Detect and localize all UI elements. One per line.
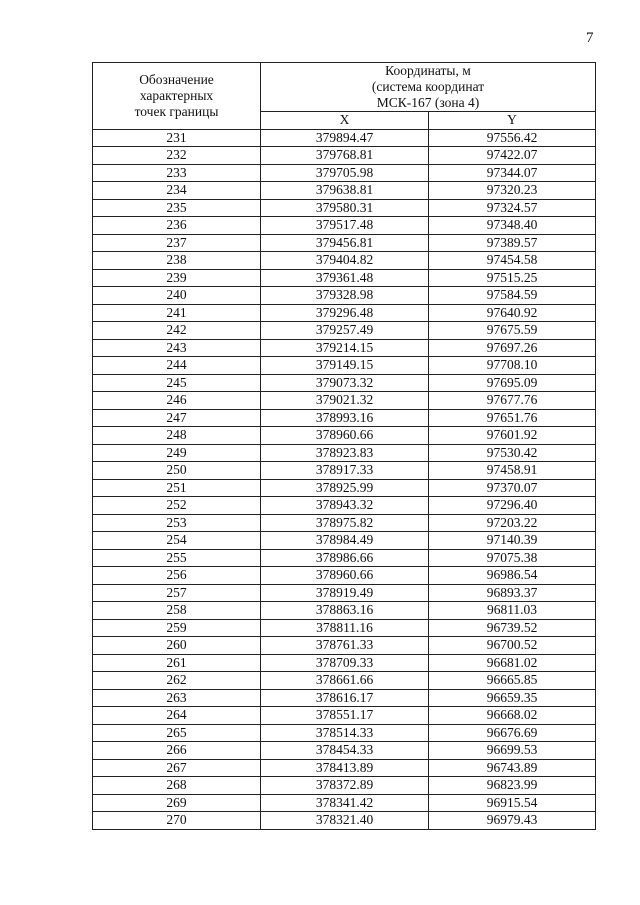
table-row	[93, 339, 596, 357]
y-coordinate-cell: 96979.43	[429, 812, 596, 830]
point-number-cell: 236	[93, 217, 261, 235]
y-coordinate-cell: 96665.85	[429, 672, 596, 690]
x-coordinate-cell: 379517.48	[261, 217, 429, 235]
point-number-cell: 261	[93, 654, 261, 672]
y-coordinate-cell: 96823.99	[429, 777, 596, 795]
x-coordinate-cell: 378372.89	[261, 777, 429, 795]
x-coordinate-cell: 379456.81	[261, 234, 429, 252]
table-row	[93, 514, 596, 532]
x-coordinate-cell: 379021.32	[261, 392, 429, 410]
table-body	[93, 129, 596, 829]
y-coordinate-cell: 97677.76	[429, 392, 596, 410]
y-coordinate-cell: 97601.92	[429, 427, 596, 445]
table-header	[93, 63, 596, 130]
table-row	[93, 549, 596, 567]
point-number-cell: 264	[93, 707, 261, 725]
point-number-cell: 256	[93, 567, 261, 585]
y-coordinate-cell: 96986.54	[429, 567, 596, 585]
y-coordinate-cell: 97458.91	[429, 462, 596, 480]
point-number-cell: 246	[93, 392, 261, 410]
x-coordinate-cell: 378709.33	[261, 654, 429, 672]
table-row	[93, 479, 596, 497]
table-row	[93, 637, 596, 655]
point-number-cell: 233	[93, 164, 261, 182]
x-coordinate-cell: 379638.81	[261, 182, 429, 200]
point-number-cell: 268	[93, 777, 261, 795]
y-coordinate-cell: 97584.59	[429, 287, 596, 305]
x-coordinate-cell: 379257.49	[261, 322, 429, 340]
table-row	[93, 129, 596, 147]
point-number-cell: 262	[93, 672, 261, 690]
point-number-cell: 263	[93, 689, 261, 707]
point-number-cell: 242	[93, 322, 261, 340]
y-coordinate-cell: 97344.07	[429, 164, 596, 182]
y-coordinate-cell: 97370.07	[429, 479, 596, 497]
y-coordinate-cell: 97675.59	[429, 322, 596, 340]
table-row	[93, 322, 596, 340]
point-number-cell: 250	[93, 462, 261, 480]
y-coordinate-cell: 97324.57	[429, 199, 596, 217]
point-header-line-2: характерных	[139, 87, 214, 103]
x-coordinate-cell: 378551.17	[261, 707, 429, 725]
table-row	[93, 304, 596, 322]
table-row	[93, 409, 596, 427]
table-row	[93, 147, 596, 165]
table-row	[93, 672, 596, 690]
point-number-cell: 251	[93, 479, 261, 497]
y-coordinate-cell: 96743.89	[429, 759, 596, 777]
table-row	[93, 287, 596, 305]
table-row	[93, 199, 596, 217]
y-coordinate-cell: 96915.54	[429, 794, 596, 812]
point-number-cell: 255	[93, 549, 261, 567]
coordinates-table	[92, 62, 596, 830]
x-coordinate-cell: 379580.31	[261, 199, 429, 217]
x-coordinate-cell: 378984.49	[261, 532, 429, 550]
point-number-cell: 252	[93, 497, 261, 515]
point-designation-header	[93, 63, 261, 130]
point-number-cell: 243	[93, 339, 261, 357]
table-row	[93, 217, 596, 235]
point-number-cell: 239	[93, 269, 261, 287]
table-row	[93, 602, 596, 620]
table-row	[93, 794, 596, 812]
x-coordinate-cell: 378923.83	[261, 444, 429, 462]
y-coordinate-cell: 97530.42	[429, 444, 596, 462]
point-number-cell: 238	[93, 252, 261, 270]
table-row	[93, 532, 596, 550]
x-coordinate-cell: 378761.33	[261, 637, 429, 655]
point-number-cell: 245	[93, 374, 261, 392]
table-row	[93, 707, 596, 725]
coord-header-line-3: МСК-167 (зона 4)	[376, 95, 480, 110]
x-coordinate-cell: 378960.66	[261, 427, 429, 445]
point-number-cell: 258	[93, 602, 261, 620]
x-coordinate-cell: 378321.40	[261, 812, 429, 830]
y-coordinate-cell: 97708.10	[429, 357, 596, 375]
table-row	[93, 269, 596, 287]
x-coordinate-cell: 378514.33	[261, 724, 429, 742]
y-coordinate-cell: 97203.22	[429, 514, 596, 532]
y-coordinate-cell: 96893.37	[429, 584, 596, 602]
table-row	[93, 742, 596, 760]
point-number-cell: 244	[93, 357, 261, 375]
point-number-cell: 248	[93, 427, 261, 445]
point-number-cell: 269	[93, 794, 261, 812]
y-coordinate-cell: 96700.52	[429, 637, 596, 655]
table-row	[93, 689, 596, 707]
point-number-cell: 265	[93, 724, 261, 742]
table-row	[93, 234, 596, 252]
x-coordinate-cell: 379768.81	[261, 147, 429, 165]
point-number-cell: 254	[93, 532, 261, 550]
x-column-header: X	[261, 112, 429, 130]
x-coordinate-cell: 378986.66	[261, 549, 429, 567]
y-coordinate-cell: 97140.39	[429, 532, 596, 550]
point-number-cell: 240	[93, 287, 261, 305]
y-coordinate-cell: 97515.25	[429, 269, 596, 287]
point-number-cell: 259	[93, 619, 261, 637]
x-coordinate-cell: 378975.82	[261, 514, 429, 532]
table-row	[93, 444, 596, 462]
y-coordinate-cell: 97075.38	[429, 549, 596, 567]
y-coordinate-cell: 97640.92	[429, 304, 596, 322]
y-coordinate-cell: 96659.35	[429, 689, 596, 707]
point-number-cell: 241	[93, 304, 261, 322]
x-coordinate-cell: 378919.49	[261, 584, 429, 602]
table-row	[93, 619, 596, 637]
point-number-cell: 234	[93, 182, 261, 200]
table-row	[93, 182, 596, 200]
y-coordinate-cell: 97348.40	[429, 217, 596, 235]
x-coordinate-cell: 379894.47	[261, 129, 429, 147]
table-row	[93, 777, 596, 795]
y-coordinate-cell: 97296.40	[429, 497, 596, 515]
header-row-main	[93, 63, 596, 112]
table-row	[93, 392, 596, 410]
x-coordinate-cell: 378341.42	[261, 794, 429, 812]
coord-header-line-2: (система координат	[371, 79, 485, 94]
table-row	[93, 427, 596, 445]
point-number-cell: 247	[93, 409, 261, 427]
x-coordinate-cell: 379361.48	[261, 269, 429, 287]
coordinates-header	[261, 63, 596, 112]
table-row	[93, 584, 596, 602]
y-column-header: Y	[429, 112, 596, 130]
y-coordinate-cell: 97556.42	[429, 129, 596, 147]
x-coordinate-cell: 378925.99	[261, 479, 429, 497]
x-coordinate-cell: 378917.33	[261, 462, 429, 480]
x-coordinate-cell: 379705.98	[261, 164, 429, 182]
y-coordinate-cell: 96668.02	[429, 707, 596, 725]
table-row	[93, 462, 596, 480]
coord-header-line-1: Координаты, м	[385, 63, 471, 78]
y-coordinate-cell: 96811.03	[429, 602, 596, 620]
table-row	[93, 724, 596, 742]
y-coordinate-cell: 96681.02	[429, 654, 596, 672]
y-coordinate-cell: 97454.58	[429, 252, 596, 270]
y-coordinate-cell: 96676.69	[429, 724, 596, 742]
y-coordinate-cell: 97695.09	[429, 374, 596, 392]
x-coordinate-cell: 378863.16	[261, 602, 429, 620]
table-row	[93, 759, 596, 777]
table-row	[93, 357, 596, 375]
y-coordinate-cell: 97320.23	[429, 182, 596, 200]
y-coordinate-cell: 97422.07	[429, 147, 596, 165]
y-coordinate-cell: 97697.26	[429, 339, 596, 357]
x-coordinate-cell: 379404.82	[261, 252, 429, 270]
x-coordinate-cell: 379296.48	[261, 304, 429, 322]
table-row	[93, 812, 596, 830]
x-coordinate-cell: 378960.66	[261, 567, 429, 585]
x-coordinate-cell: 379328.98	[261, 287, 429, 305]
point-number-cell: 232	[93, 147, 261, 165]
point-number-cell: 267	[93, 759, 261, 777]
table-row	[93, 567, 596, 585]
table-row	[93, 654, 596, 672]
point-number-cell: 231	[93, 129, 261, 147]
point-number-cell: 270	[93, 812, 261, 830]
point-number-cell: 249	[93, 444, 261, 462]
point-number-cell: 257	[93, 584, 261, 602]
point-number-cell: 235	[93, 199, 261, 217]
point-header-line-3: точек границы	[134, 103, 219, 119]
y-coordinate-cell: 97651.76	[429, 409, 596, 427]
table-row	[93, 374, 596, 392]
point-number-cell: 260	[93, 637, 261, 655]
x-coordinate-cell: 378413.89	[261, 759, 429, 777]
x-coordinate-cell: 378943.32	[261, 497, 429, 515]
x-coordinate-cell: 378661.66	[261, 672, 429, 690]
y-coordinate-cell: 96739.52	[429, 619, 596, 637]
x-coordinate-cell: 378811.16	[261, 619, 429, 637]
point-number-cell: 237	[93, 234, 261, 252]
x-coordinate-cell: 378454.33	[261, 742, 429, 760]
x-coordinate-cell: 378993.16	[261, 409, 429, 427]
y-coordinate-cell: 96699.53	[429, 742, 596, 760]
point-number-cell: 253	[93, 514, 261, 532]
x-coordinate-cell: 379214.15	[261, 339, 429, 357]
page-number: 7	[586, 30, 594, 46]
point-number-cell: 266	[93, 742, 261, 760]
table-row	[93, 252, 596, 270]
table-row	[93, 497, 596, 515]
y-coordinate-cell: 97389.57	[429, 234, 596, 252]
x-coordinate-cell: 379073.32	[261, 374, 429, 392]
x-coordinate-cell: 378616.17	[261, 689, 429, 707]
point-header-line-1: Обозначение	[139, 71, 214, 87]
table-row	[93, 164, 596, 182]
x-coordinate-cell: 379149.15	[261, 357, 429, 375]
